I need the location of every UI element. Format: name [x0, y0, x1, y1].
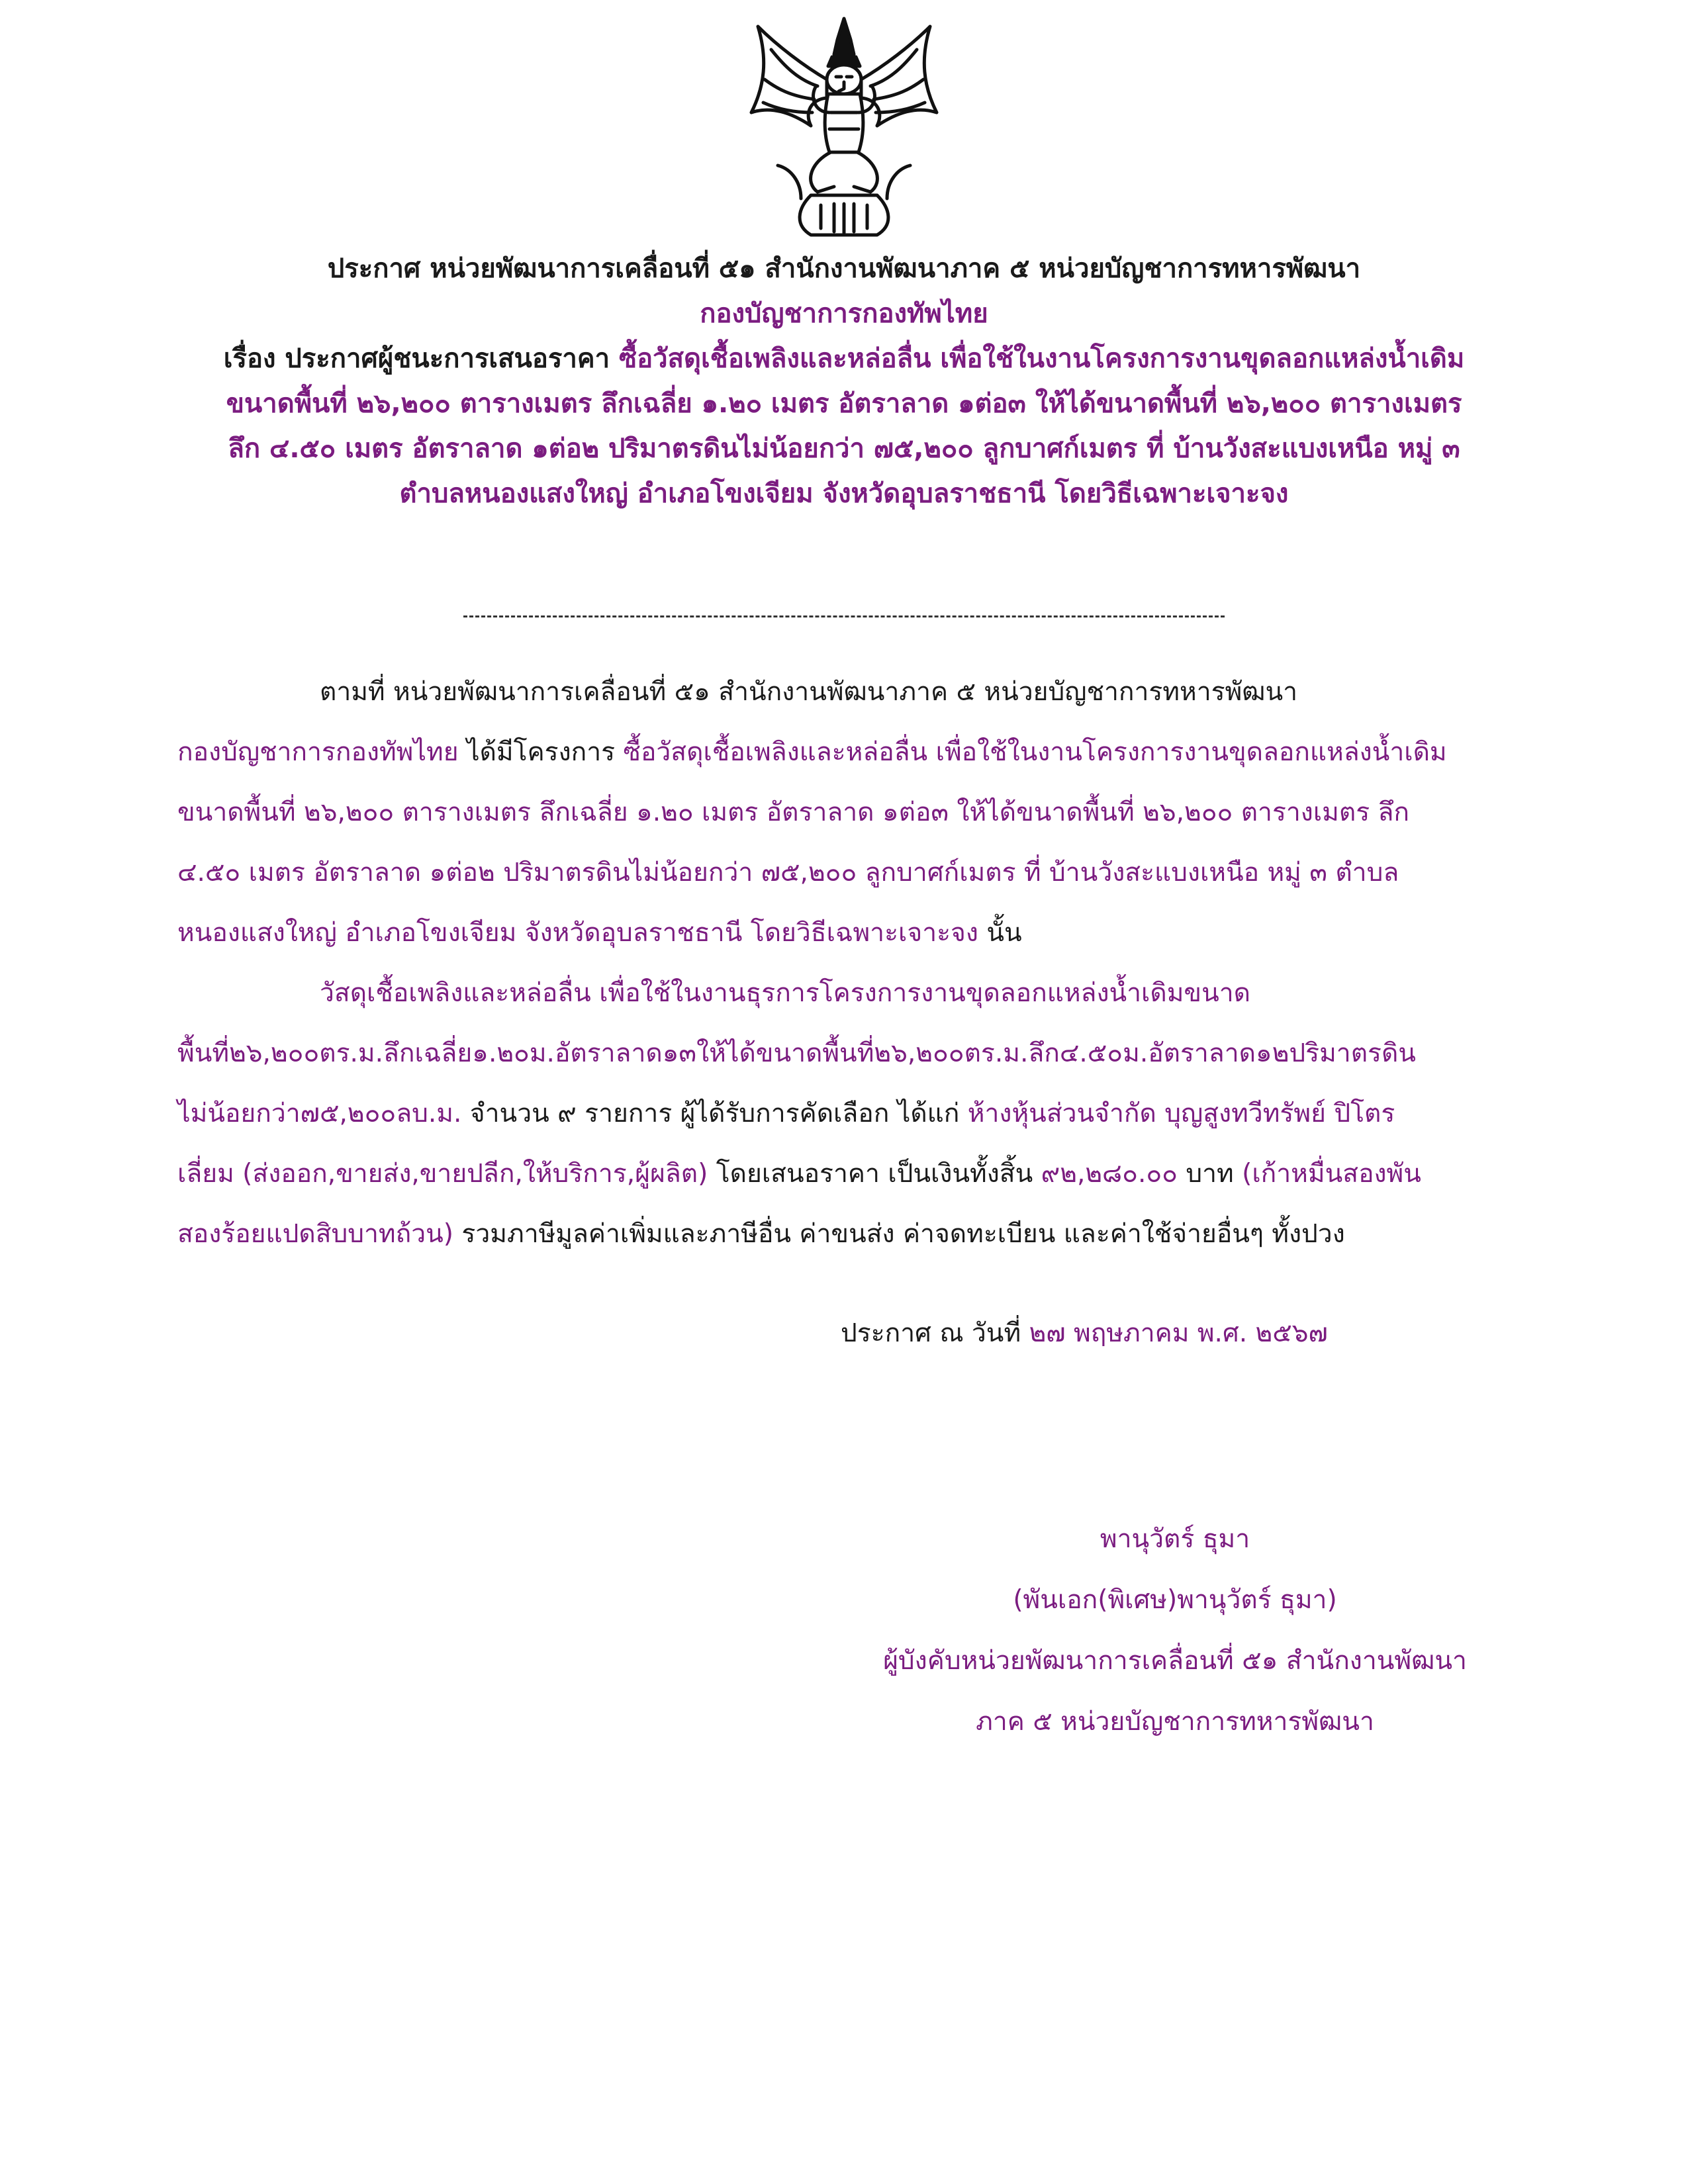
- paragraph2-vendor-cont: เลี่ยม (ส่งออก,ขายส่ง,ขายปลีก,ให้บริการ,ผู้ผลิต): [177, 1159, 708, 1189]
- subject-line-4: ตำบลหนองแสงใหญ่ อำเภอโขงเจียม จังหวัดอุบลราชธานี โดยวิธีเฉพาะเจาะจง: [399, 478, 1289, 509]
- dashed-divider: [463, 615, 1225, 617]
- paragraph2-line-3: [177, 1083, 1508, 1144]
- garuda-emblem-icon: [738, 13, 950, 242]
- paragraph1-line-1: ตามที่ หน่วยพัฒนาการเคลื่อนที่ ๕๑ สำนักงานพัฒนาภาค ๕ หน่วยบัญชาการทหารพัฒนา: [320, 677, 1298, 707]
- paragraph2-price-text: โดยเสนอราคา เป็นเงินทั้งสิ้น: [708, 1159, 1041, 1189]
- paragraph2-selected-text: จำนวน ๙ รายการ ผู้ได้รับการคัดเลือก ได้แก่: [461, 1099, 968, 1128]
- paragraph2-price-words: (เก้าหมื่นสองพัน: [1242, 1159, 1421, 1189]
- subject-line-1: [152, 336, 1536, 381]
- paragraph1-end: นั้น: [978, 918, 1022, 948]
- date-value: ๒๗ พฤษภาคม พ.ศ. ๒๕๖๗: [1029, 1318, 1328, 1348]
- subject-text-1: ซื้อวัสดุเชื้อเพลิงและหล่อลื่น เพื่อใช้ในงานโครงการงานขุดลอกแหล่งน้ำเดิม: [618, 343, 1465, 374]
- announcement-date: [841, 1314, 1328, 1353]
- paragraph2-vendor: ห้างหุ้นส่วนจำกัด บุญสูงทวีทรัพย์ ปิโตร: [967, 1099, 1395, 1128]
- signature-position-1: ผู้บังคับหน่วยพัฒนาการเคลื่อนที่ ๕๑ สำนักงานพัฒนา: [883, 1646, 1467, 1676]
- signature-name: พานุวัตร์ ธุมา: [1100, 1524, 1250, 1554]
- heading-line-2: กองบัญชาการกองทัพไทย: [700, 298, 988, 329]
- paragraph1-line-3: ขนาดพื้นที่ ๒๖,๒๐๐ ตารางเมตร ลึกเฉลี่ย ๑.๒๐ เมตร อัตราลาด ๑ต่อ๓ ให้ได้ขนาดพื้นที่ ๒๖,๒๐๐ ตารางเมตร ลึก: [177, 797, 1410, 827]
- paragraph2-price-words-cont: สองร้อยแปดสิบบาทถ้วน): [177, 1219, 454, 1249]
- paragraph2-line-2: พื้นที่๒๖,๒๐๐ตร.ม.ลึกเฉลี่ย๑.๒๐ม.อัตราลาด๑๓ให้ได้ขนาดพื้นที่๒๖,๒๐๐ตร.ม.ลึก๔.๕๐ม.อัตราลาด๑๒ปริมาตรดิน: [177, 1038, 1416, 1068]
- date-prefix: ประกาศ ณ วันที่: [841, 1318, 1021, 1348]
- paragraph1-line-5: [177, 903, 1508, 963]
- paragraph2-tax-text: รวมภาษีมูลค่าเพิ่มและภาษีอื่น ค่าขนส่ง ค่าจดทะเบียน และค่าใช้จ่ายอื่นๆ ทั้งปวง: [453, 1219, 1345, 1249]
- paragraph1-line-4: ๔.๕๐ เมตร อัตราลาด ๑ต่อ๒ ปริมาตรดินไม่น้อยกว่า ๗๕,๒๐๐ ลูกบาศก์เมตร ที่ บ้านวังสะแบงเหนือ หมู่ ๓ ตำบล: [177, 858, 1399, 887]
- heading-line-1: ประกาศ หน่วยพัฒนาการเคลื่อนที่ ๕๑ สำนักงานพัฒนาภาค ๕ หน่วยบัญชาการทหารพัฒนา: [327, 253, 1361, 284]
- announcement-body: [177, 662, 1508, 1264]
- paragraph2-baht: บาท: [1177, 1159, 1243, 1189]
- paragraph2-volume: ไม่น้อยกว่า๗๕,๒๐๐ลบ.ม.: [177, 1099, 462, 1128]
- paragraph1-line-2: [177, 722, 1508, 782]
- announcement-heading: [152, 246, 1536, 516]
- paragraph2-line-1: วัสดุเชื้อเพลิงและหล่อลื่น เพื่อใช้ในงานธุรการโครงการงานขุดลอกแหล่งน้ำเดิมขนาด: [320, 978, 1250, 1008]
- signature-position-2: ภาค ๕ หน่วยบัญชาการทหารพัฒนา: [976, 1707, 1374, 1737]
- paragraph1-org: กองบัญชาการกองทัพไทย: [177, 737, 459, 767]
- paragraph1-mid: ได้มีโครงการ: [458, 737, 624, 767]
- subject-line-2: ขนาดพื้นที่ ๒๖,๒๐๐ ตารางเมตร ลึกเฉลี่ย ๑.๒๐ เมตร อัตราลาด ๑ต่อ๓ ให้ได้ขนาดพื้นที่ ๒๖,๒๐๐ ตารางเมตร: [226, 388, 1462, 419]
- subject-line-3: ลึก ๔.๕๐ เมตร อัตราลาด ๑ต่อ๒ ปริมาตรดินไม่น้อยกว่า ๗๕,๒๐๐ ลูกบาศก์เมตร ที่ บ้านวังสะแบงเหนือ หมู่ ๓: [228, 433, 1460, 464]
- paragraph1-project: ซื้อวัสดุเชื้อเพลิงและหล่อลื่น เพื่อใช้ในงานโครงการงานขุดลอกแหล่งน้ำเดิม: [623, 737, 1447, 767]
- paragraph2-line-5: [177, 1204, 1508, 1264]
- paragraph2-price-amount: ๙๒,๒๘๐.๐๐: [1041, 1159, 1178, 1189]
- subject-prefix: เรื่อง ประกาศผู้ชนะการเสนอราคา: [223, 343, 610, 374]
- signature-full-name: (พันเอก(พิเศษ)พานุวัตร์ ธุมา): [1013, 1585, 1337, 1615]
- paragraph2-line-4: [177, 1144, 1508, 1204]
- signature-block: [821, 1509, 1529, 1752]
- paragraph1-location: หนองแสงใหญ่ อำเภอโขงเจียม จังหวัดอุบลราชธานี โดยวิธีเฉพาะเจาะจง: [177, 918, 978, 948]
